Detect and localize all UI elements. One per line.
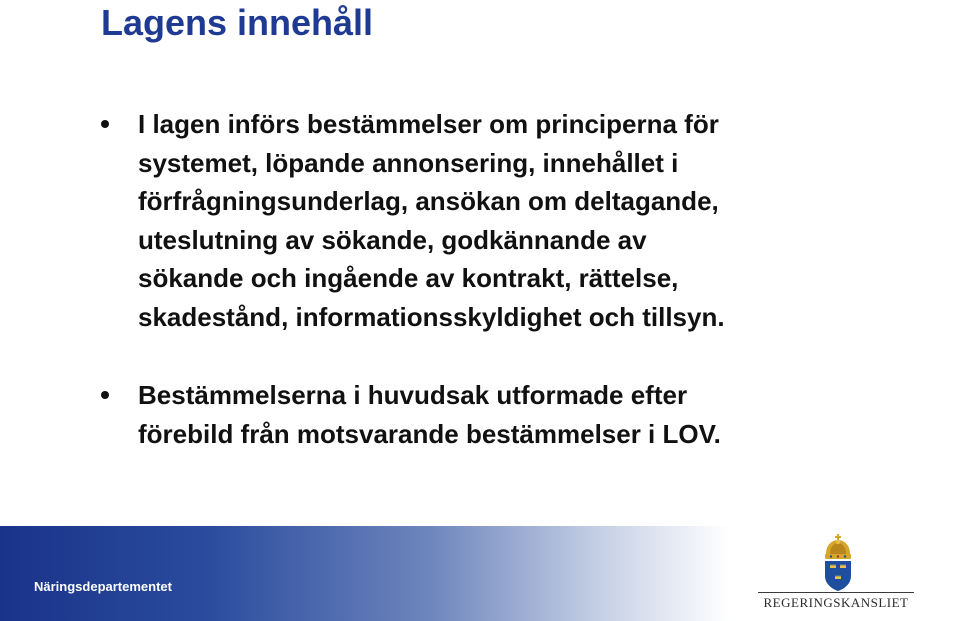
bullet-text [138, 376, 721, 453]
regeringskansliet-logo [758, 534, 918, 616]
bullet-line: förfrågningsunderlag, ansökan om deltagande, [138, 186, 719, 216]
bullet-line: skadestånd, informationsskyldighet och tillsyn. [138, 301, 725, 332]
bullet-dot-icon [101, 120, 109, 128]
bullet-line: systemet, löpande annonsering, innehållet i [138, 147, 679, 178]
bullet-line: uteslutning av sökande, godkännande av [138, 224, 647, 255]
bullet-line: förebild från motsvarande bestämmelser i LOV. [138, 418, 721, 449]
logo-wordmark: REGERINGSKANSLIET [763, 595, 909, 610]
bullet-line: sökande och ingående av kontrakt, rättelse, [138, 263, 679, 293]
crown-shield-emblem-icon [820, 534, 856, 592]
slide-title: Lagens innehåll [101, 2, 374, 43]
bullet-dot-icon [101, 391, 109, 399]
bullet-line: Bestämmelserna i huvudsak utformade efter [138, 380, 688, 410]
bullet-text [138, 105, 725, 336]
bullet-line: I lagen införs bestämmelser om principerna för [138, 109, 719, 139]
department-name: Näringsdepartementet [34, 579, 172, 594]
